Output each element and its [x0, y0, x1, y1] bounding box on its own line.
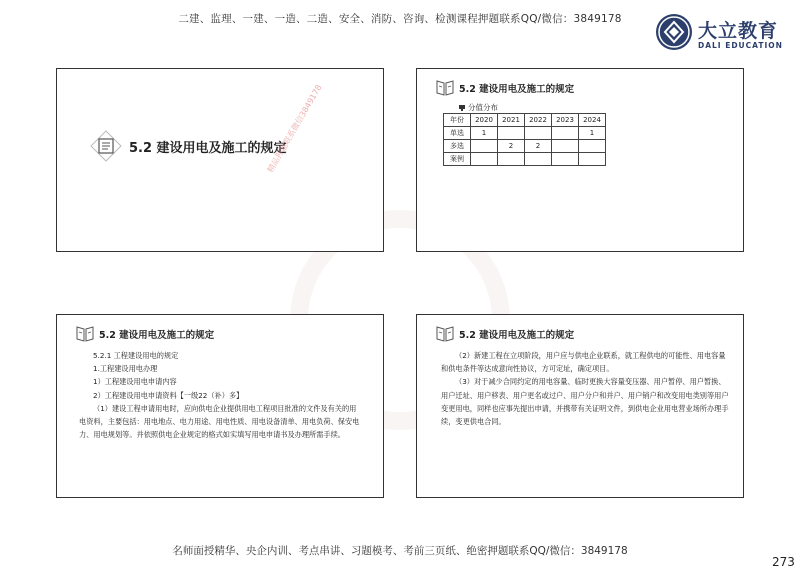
slide-4	[416, 314, 744, 498]
logo-emblem-icon	[656, 14, 692, 50]
table-cell: 2	[498, 140, 525, 153]
slide-3	[56, 314, 384, 498]
text-paragraph: （1）建设工程申请用电时，应向供电企业提供用电工程项目批准的文件及有关的用电资料，主要包括：用电地点、电力用途、用电性质、用电设备清单、用电负荷、保安电力、用电规划等。并依照供电企业规定的格式如实填写用电申请书及办理所需手续。	[79, 403, 360, 440]
book-icon	[89, 129, 123, 163]
text-paragraph: （3）对于减少合同约定的用电容量、临时更换大容量变压器、用户暂停、用户暂换、用户迁址、用户移表、用户更名或过户、用户分户和并户、用户销户和改变用电类别等用户变更用电，同样也应事先提出申请，并携带有关证明文件，到供电企业用电营业场所办理手续，变更供电合同。	[441, 377, 729, 427]
slide-title: 5.2 建设用电及施工的规定	[129, 141, 287, 156]
table-header-row	[444, 114, 606, 127]
table-cell	[471, 140, 498, 153]
watermark-stamp: 精品押题联系微信3849178	[265, 83, 324, 174]
table-cell	[552, 127, 579, 140]
table-cell	[552, 140, 579, 153]
table-cell: 1	[471, 127, 498, 140]
table-cell	[498, 127, 525, 140]
text-line: 5.2.1 工程建设用电的规定	[93, 351, 179, 360]
table-header-cell: 2023	[552, 114, 579, 127]
logo-text-cn: 大立教育	[698, 20, 779, 42]
table-cell	[498, 153, 525, 166]
slide-body	[79, 349, 361, 441]
table-cell: 单选	[444, 127, 471, 140]
page-number: 273	[772, 555, 795, 569]
table-row	[444, 153, 606, 166]
table-header-cell: 2024	[579, 114, 606, 127]
table-cell: 2	[525, 140, 552, 153]
table-header-cell: 2022	[525, 114, 552, 127]
logo-text-en: DALI EDUCATION	[698, 41, 783, 50]
score-table	[443, 113, 606, 166]
book-icon	[435, 79, 455, 97]
slide-body	[441, 349, 731, 428]
slide-2	[416, 68, 744, 252]
table-header-cell: 2021	[498, 114, 525, 127]
slide-title: 5.2 建设用电及施工的规定	[459, 330, 575, 341]
table-cell	[579, 153, 606, 166]
table-row	[444, 127, 606, 140]
table-cell: 多选	[444, 140, 471, 153]
text-paragraph: （2）新建工程在立项阶段，用户应与供电企业联系，就工程供电的可能性、用电容量和供电条件等达成意向性协议，方可定址，确定项目。	[441, 351, 726, 374]
table-cell	[579, 140, 606, 153]
text-line: 1.工程建设用电办理	[93, 364, 158, 374]
table-cell	[552, 153, 579, 166]
logo	[656, 14, 796, 54]
table-header-cell: 2020	[471, 114, 498, 127]
score-distribution-label	[459, 102, 498, 113]
book-icon	[75, 325, 95, 343]
table-cell: 1	[579, 127, 606, 140]
slide-1	[56, 68, 384, 252]
table-cell: 案例	[444, 153, 471, 166]
table-header-cell: 年份	[444, 114, 471, 127]
header-text: 二建、监理、一建、一造、二造、安全、消防、咨询、检测课程押题联系QQ/微信：3849178	[178, 13, 622, 25]
text-line: 2）工程建设用电申请资料【一级22（补）多】	[93, 390, 244, 400]
trophy-icon	[459, 104, 465, 110]
table-cell	[525, 127, 552, 140]
slide-title: 5.2 建设用电及施工的规定	[459, 84, 575, 95]
footer-text: 名师面授精华、央企内训、考点串讲、习题模考、考前三页纸、绝密押题联系QQ/微信：3849178	[172, 545, 628, 557]
text-line: 1）工程建设用电申请内容	[93, 377, 177, 387]
table-cell	[525, 153, 552, 166]
table-row	[444, 140, 606, 153]
slide-title: 5.2 建设用电及施工的规定	[99, 330, 215, 341]
book-icon	[435, 325, 455, 343]
table-cell	[471, 153, 498, 166]
sub-label-text: 分值分布	[468, 103, 498, 112]
